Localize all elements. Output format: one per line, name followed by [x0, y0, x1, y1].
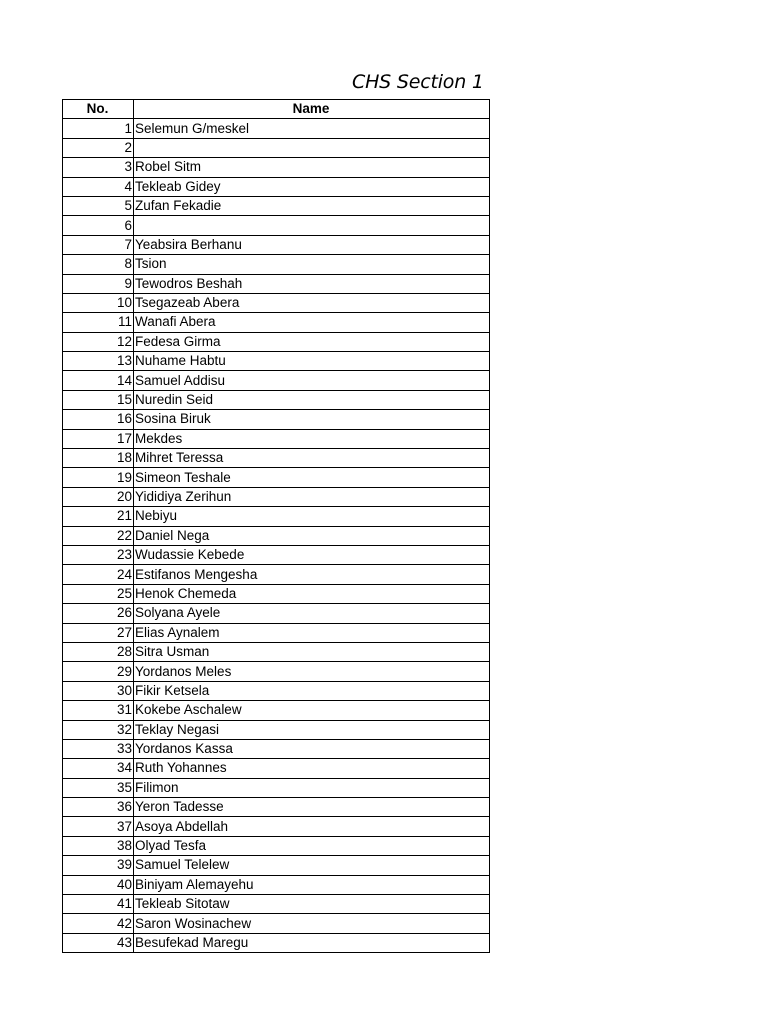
student-name: Tsion	[134, 255, 490, 274]
table-row	[63, 468, 490, 487]
table-row	[63, 235, 490, 254]
student-name: Samuel Telelew	[134, 856, 490, 875]
row-number: 23	[63, 545, 134, 564]
row-number: 13	[63, 352, 134, 371]
table-row	[63, 565, 490, 584]
row-number: 6	[63, 216, 134, 235]
row-number: 2	[63, 138, 134, 157]
row-number: 16	[63, 410, 134, 429]
row-number: 35	[63, 778, 134, 797]
row-number: 32	[63, 720, 134, 739]
student-name: Nuredin Seid	[134, 390, 490, 409]
row-number: 27	[63, 623, 134, 642]
table-row	[63, 623, 490, 642]
table-row	[63, 778, 490, 797]
student-name: Nebiyu	[134, 507, 490, 526]
student-name: Asoya Abdellah	[134, 817, 490, 836]
row-number: 24	[63, 565, 134, 584]
row-number: 15	[63, 390, 134, 409]
student-name: Selemun G/meskel	[134, 119, 490, 138]
row-number: 25	[63, 584, 134, 603]
table-row	[63, 255, 490, 274]
row-number: 22	[63, 526, 134, 545]
student-name: Fedesa Girma	[134, 332, 490, 351]
roster-body	[63, 119, 490, 953]
student-name: Yordanos Kassa	[134, 739, 490, 758]
row-number: 40	[63, 875, 134, 894]
row-number: 34	[63, 759, 134, 778]
row-number: 19	[63, 468, 134, 487]
row-number: 11	[63, 313, 134, 332]
table-row	[63, 196, 490, 215]
row-number: 36	[63, 798, 134, 817]
row-number: 14	[63, 371, 134, 390]
table-row	[63, 545, 490, 564]
row-number: 33	[63, 739, 134, 758]
student-name: Filimon	[134, 778, 490, 797]
table-row	[63, 371, 490, 390]
table-row	[63, 158, 490, 177]
table-row	[63, 138, 490, 157]
row-number: 20	[63, 487, 134, 506]
student-name: Tekleab Gidey	[134, 177, 490, 196]
table-row	[63, 410, 490, 429]
student-name: Yididiya Zerihun	[134, 487, 490, 506]
table-row	[63, 293, 490, 312]
column-header-no: No.	[63, 100, 134, 119]
student-name: Yeabsira Berhanu	[134, 235, 490, 254]
table-row	[63, 836, 490, 855]
table-row	[63, 914, 490, 933]
table-row	[63, 274, 490, 293]
student-name: Mihret Teressa	[134, 449, 490, 468]
table-row	[63, 429, 490, 448]
row-number: 9	[63, 274, 134, 293]
row-number: 37	[63, 817, 134, 836]
row-number: 39	[63, 856, 134, 875]
row-number: 42	[63, 914, 134, 933]
student-name: Tekleab Sitotaw	[134, 895, 490, 914]
row-number: 7	[63, 235, 134, 254]
table-row	[63, 584, 490, 603]
student-name: Besufekad Maregu	[134, 933, 490, 952]
table-row	[63, 856, 490, 875]
table-row	[63, 507, 490, 526]
row-number: 38	[63, 836, 134, 855]
student-name: Henok Chemeda	[134, 584, 490, 603]
table-row	[63, 739, 490, 758]
table-row	[63, 604, 490, 623]
table-row	[63, 798, 490, 817]
table-row	[63, 642, 490, 661]
student-name: Tewodros Beshah	[134, 274, 490, 293]
table-row	[63, 701, 490, 720]
student-name: Robel Sitm	[134, 158, 490, 177]
table-row	[63, 216, 490, 235]
student-name: Nuhame Habtu	[134, 352, 490, 371]
roster-table	[62, 99, 490, 953]
table-row	[63, 720, 490, 739]
row-number: 29	[63, 662, 134, 681]
table-row	[63, 332, 490, 351]
table-row	[63, 177, 490, 196]
student-name: Sosina Biruk	[134, 410, 490, 429]
student-name: Yeron Tadesse	[134, 798, 490, 817]
table-row	[63, 681, 490, 700]
row-number: 26	[63, 604, 134, 623]
row-number: 41	[63, 895, 134, 914]
table-row	[63, 313, 490, 332]
student-name: Kokebe Aschalew	[134, 701, 490, 720]
student-name: Biniyam Alemayehu	[134, 875, 490, 894]
row-number: 18	[63, 449, 134, 468]
table-row	[63, 759, 490, 778]
row-number: 12	[63, 332, 134, 351]
student-name: Daniel Nega	[134, 526, 490, 545]
student-name	[134, 138, 490, 157]
row-number: 10	[63, 293, 134, 312]
page-title: CHS Section 1	[352, 71, 484, 93]
student-name: Zufan Fekadie	[134, 196, 490, 215]
table-row	[63, 487, 490, 506]
table-row	[63, 119, 490, 138]
student-name: Saron Wosinachew	[134, 914, 490, 933]
row-number: 28	[63, 642, 134, 661]
student-name: Tsegazeab Abera	[134, 293, 490, 312]
row-number: 31	[63, 701, 134, 720]
row-number: 8	[63, 255, 134, 274]
student-name	[134, 216, 490, 235]
row-number: 43	[63, 933, 134, 952]
table-row	[63, 662, 490, 681]
row-number: 17	[63, 429, 134, 448]
student-name: Ruth Yohannes	[134, 759, 490, 778]
student-name: Simeon Teshale	[134, 468, 490, 487]
student-name: Samuel Addisu	[134, 371, 490, 390]
row-number: 3	[63, 158, 134, 177]
student-name: Olyad Tesfa	[134, 836, 490, 855]
student-name: Wanafi Abera	[134, 313, 490, 332]
table-row	[63, 895, 490, 914]
student-name: Solyana Ayele	[134, 604, 490, 623]
table-row	[63, 817, 490, 836]
row-number: 30	[63, 681, 134, 700]
table-row	[63, 526, 490, 545]
table-row	[63, 352, 490, 371]
table-header-row	[63, 100, 490, 119]
table-row	[63, 933, 490, 952]
student-name: Wudassie Kebede	[134, 545, 490, 564]
student-name: Elias Aynalem	[134, 623, 490, 642]
student-name: Estifanos Mengesha	[134, 565, 490, 584]
student-name: Sitra Usman	[134, 642, 490, 661]
row-number: 1	[63, 119, 134, 138]
column-header-name: Name	[134, 100, 490, 119]
row-number: 21	[63, 507, 134, 526]
table-row	[63, 449, 490, 468]
row-number: 5	[63, 196, 134, 215]
row-number: 4	[63, 177, 134, 196]
student-name: Mekdes	[134, 429, 490, 448]
student-name: Teklay Negasi	[134, 720, 490, 739]
student-name: Fikir Ketsela	[134, 681, 490, 700]
student-name: Yordanos Meles	[134, 662, 490, 681]
table-row	[63, 875, 490, 894]
table-row	[63, 390, 490, 409]
